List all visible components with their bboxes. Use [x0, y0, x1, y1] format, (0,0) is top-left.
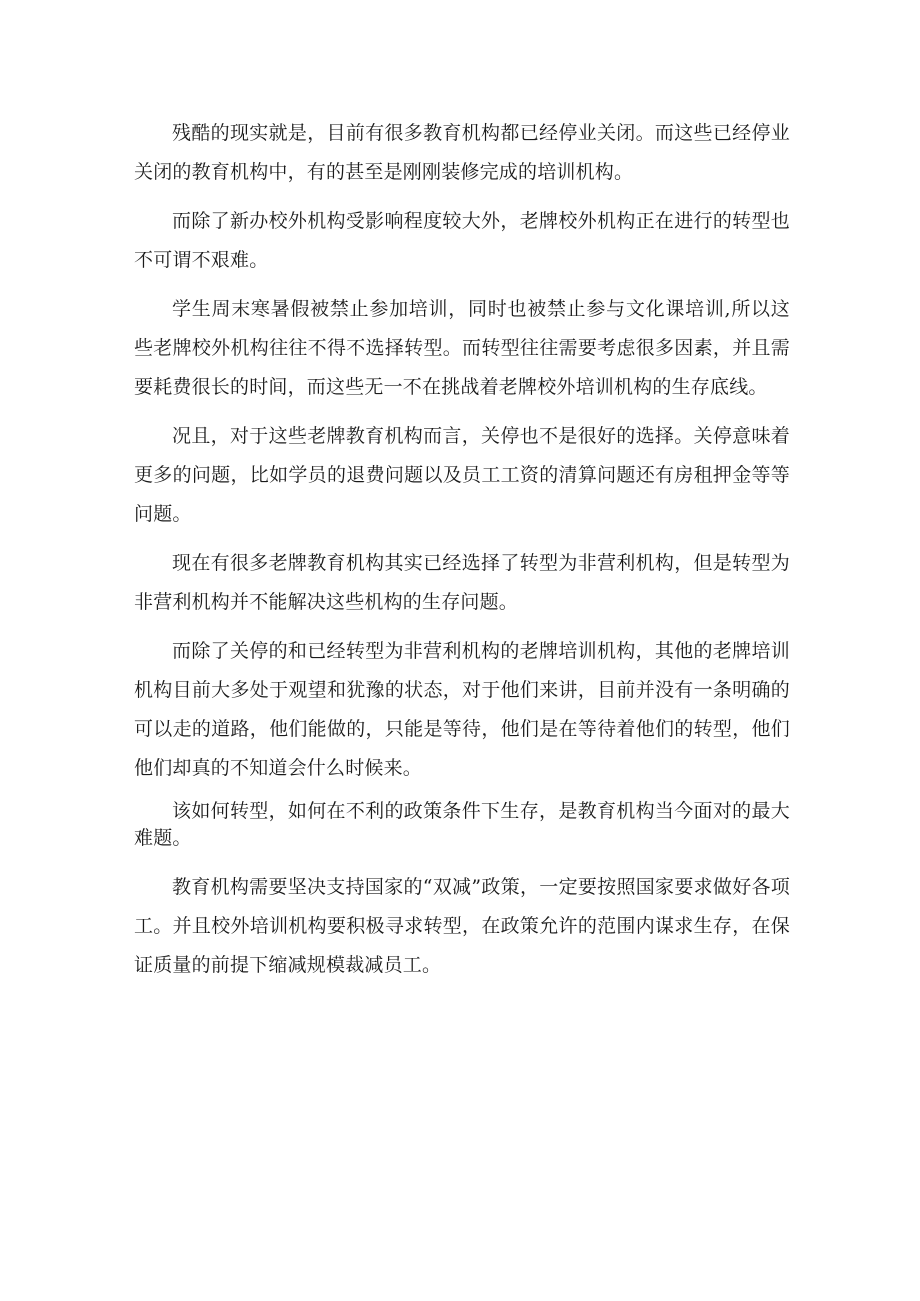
paragraph-3: 学生周末寒暑假被禁止参加培训，同时也被禁止参与文化课培训,所以这些老牌校外机构往往不得不选择转型。而转型往往需要考虑很多因素，并且需要耗费很长的时间，而这些无一不在挑战着老牌校外培训机构的生存底线。	[134, 298, 790, 398]
paragraph-6: 而除了关停的和已经转型为非营利机构的老牌培训机构，其他的老牌培训机构目前大多处于观望和犹豫的状态，对于他们来讲，目前并没有一条明确的可以走的道路，他们能做的，只能是等待，他们是在等待着他们的转型，他们他们却真的不知道会什么时候来。	[134, 640, 790, 779]
paragraph-5: 现在有很多老牌教育机构其实已经选择了转型为非营利机构，但是转型为非营利机构并不能解决这些机构的生存问题。	[134, 552, 790, 613]
paragraph-4: 况且，对于这些老牌教育机构而言，关停也不是很好的选择。关停意味着更多的问题，比如学员的退费问题以及员工工资的清算问题还有房租押金等等问题。	[134, 425, 790, 525]
paragraph-2: 而除了新办校外机构受影响程度较大外，老牌校外机构正在进行的转型也不可谓不艰难。	[134, 210, 790, 271]
document-body	[134, 114, 790, 995]
paragraph-7: 该如何转型，如何在不利的政策条件下生存，是教育机构当今面对的最大难题。	[134, 800, 790, 849]
paragraph-1: 残酷的现实就是，目前有很多教育机构都已经停业关闭。而这些已经停业关闭的教育机构中，有的甚至是刚刚装修完成的培训机构。	[134, 122, 790, 183]
paragraph-8: 教育机构需要坚决支持国家的“双减”政策，一定要按照国家要求做好各项工。并且校外培训机构要积极寻求转型，在政策允许的范围内谋求生存，在保证质量的前提下缩减规模裁减员工。	[134, 876, 790, 976]
